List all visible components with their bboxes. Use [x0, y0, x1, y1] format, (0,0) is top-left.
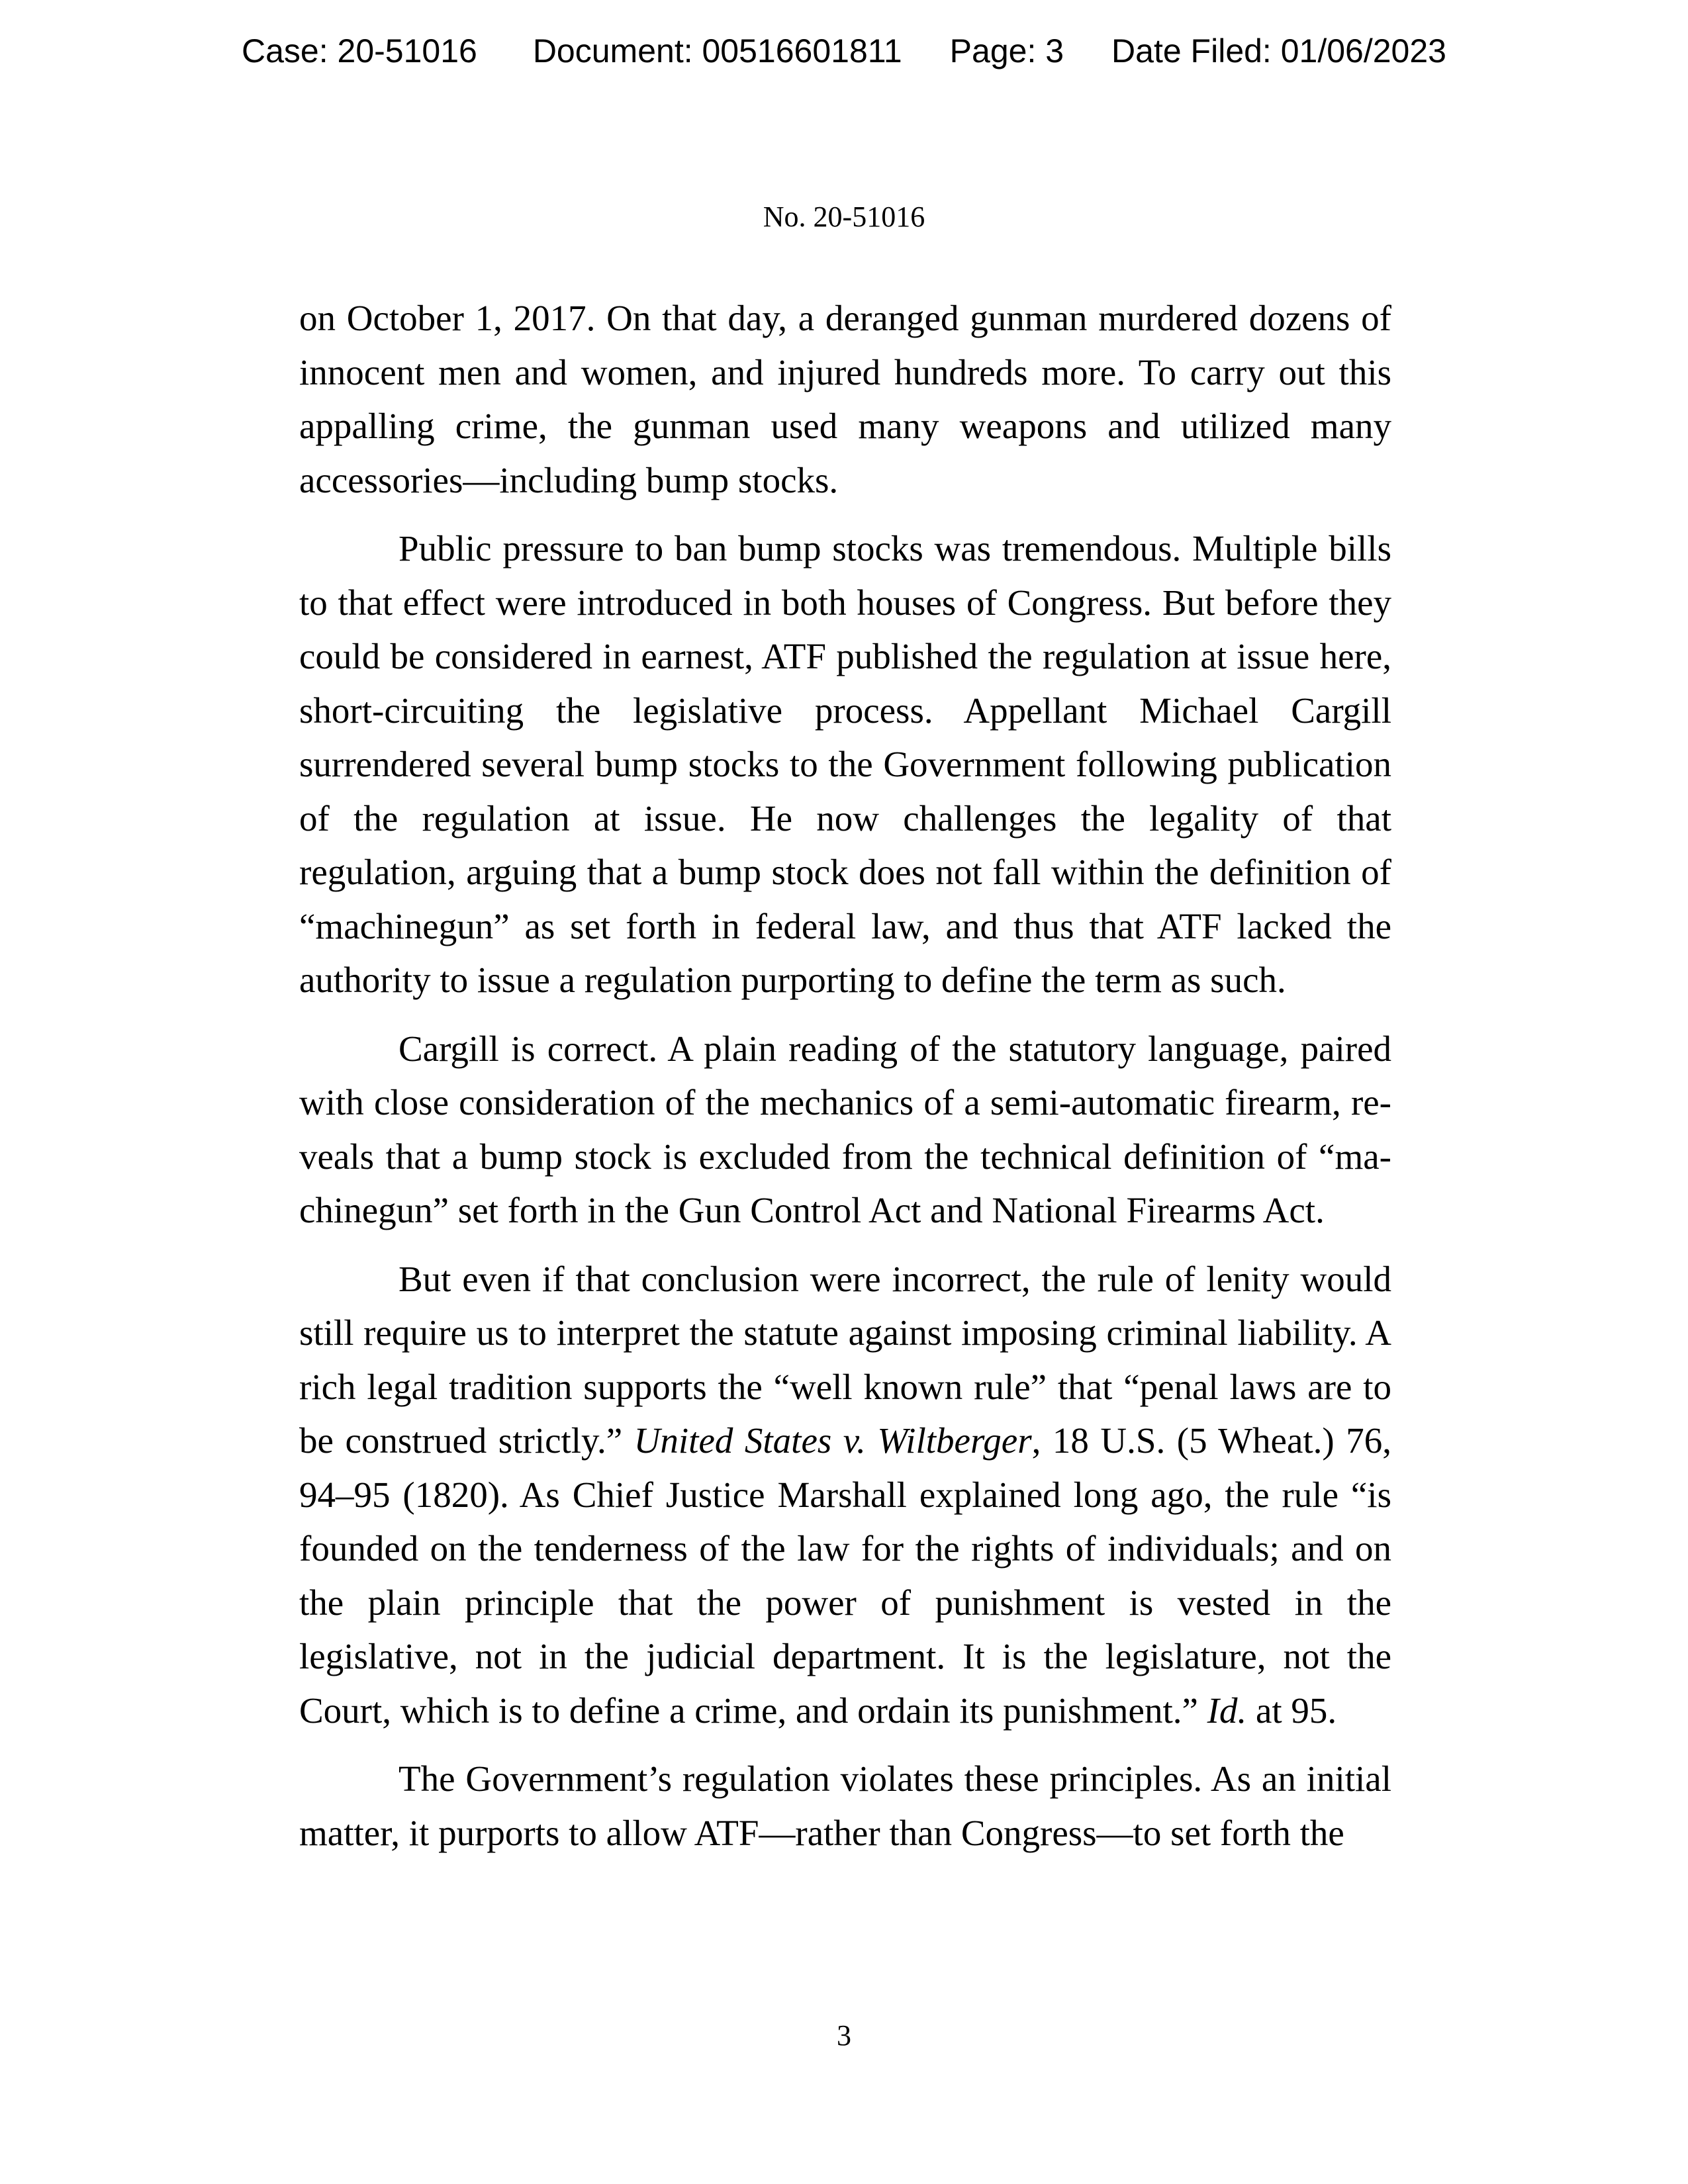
id-citation: Id.: [1207, 1690, 1247, 1731]
paragraph-4-part-2: , 18 U.S. (5 Wheat.) 76, 94–95 (1820). As Chief Justice Marshall explained long ago, the rule “is founded on the tenderness of the law for the rights of individuals; and on the plain principle that the power of punishment is vested in the legislative, not in the judicial department. It is the legislature, not the Court, which is to define a crime, and ordain its punishment.”: [299, 1420, 1391, 1731]
page-label: Page: 3: [949, 32, 1064, 69]
date-filed-label: Date Filed: 01/06/2023: [1111, 32, 1446, 69]
paragraph-2: Public pressure to ban bump stocks was tremendous. Multiple bills to that effect were introduced in both houses of Congress. But before they could be considered in earnest, ATF published the regulation at issue here, short-circuiting the legislative process. Appellant Michael Cargill surrendered several bump stocks to the Government following publication of the regulation at issue. He now challenges the legality of that regulation, arguing that a bump stock does not fall within the definition of “machinegun” as set forth in federal law, and thus that ATF lacked the authority to issue a regulation purporting to define the term as such.: [299, 528, 1391, 1000]
case-citation-name: United States v. Wiltberger: [633, 1420, 1032, 1461]
paragraph-4-part-1: But even if that conclusion were incorrect, the rule of lenity would still require us to interpret the statute against imposing criminal liability. A rich legal tradition supports the “well known rule” that “penal laws are to be construed strictly.”: [299, 1258, 1391, 1461]
case-number: No. 20-51016: [763, 201, 925, 233]
page-number: 3: [837, 2019, 851, 2052]
opinion-body: [299, 291, 1391, 1874]
case-label: Case: 20-51016: [242, 32, 477, 69]
paragraph-1: on October 1, 2017. On that day, a deranged gunman murdered dozens of innocent men and women, and injured hundreds more. To carry out this appalling crime, the gunman used many weapons and utilized many accessories—including bump stocks.: [299, 298, 1391, 500]
paragraph-4: [299, 1252, 1391, 1738]
paragraph-5: The Government’s regulation violates these principles. As an initial matter, it purports to allow ATF—rather than Congress—to set forth the: [299, 1758, 1391, 1853]
paragraph-4-part-3: at 95.: [1246, 1690, 1337, 1731]
filing-header: [0, 28, 1688, 74]
paragraph-3: Cargill is correct. A plain reading of the statutory language, paired with close consideration of the mechanics of a semi-automatic firearm, reveals that a bump stock is excluded from the technical definition of “machinegun” set forth in the Gun Control Act and National Firearms Act.: [299, 1028, 1391, 1230]
document-label: Document: 00516601811: [532, 32, 902, 69]
